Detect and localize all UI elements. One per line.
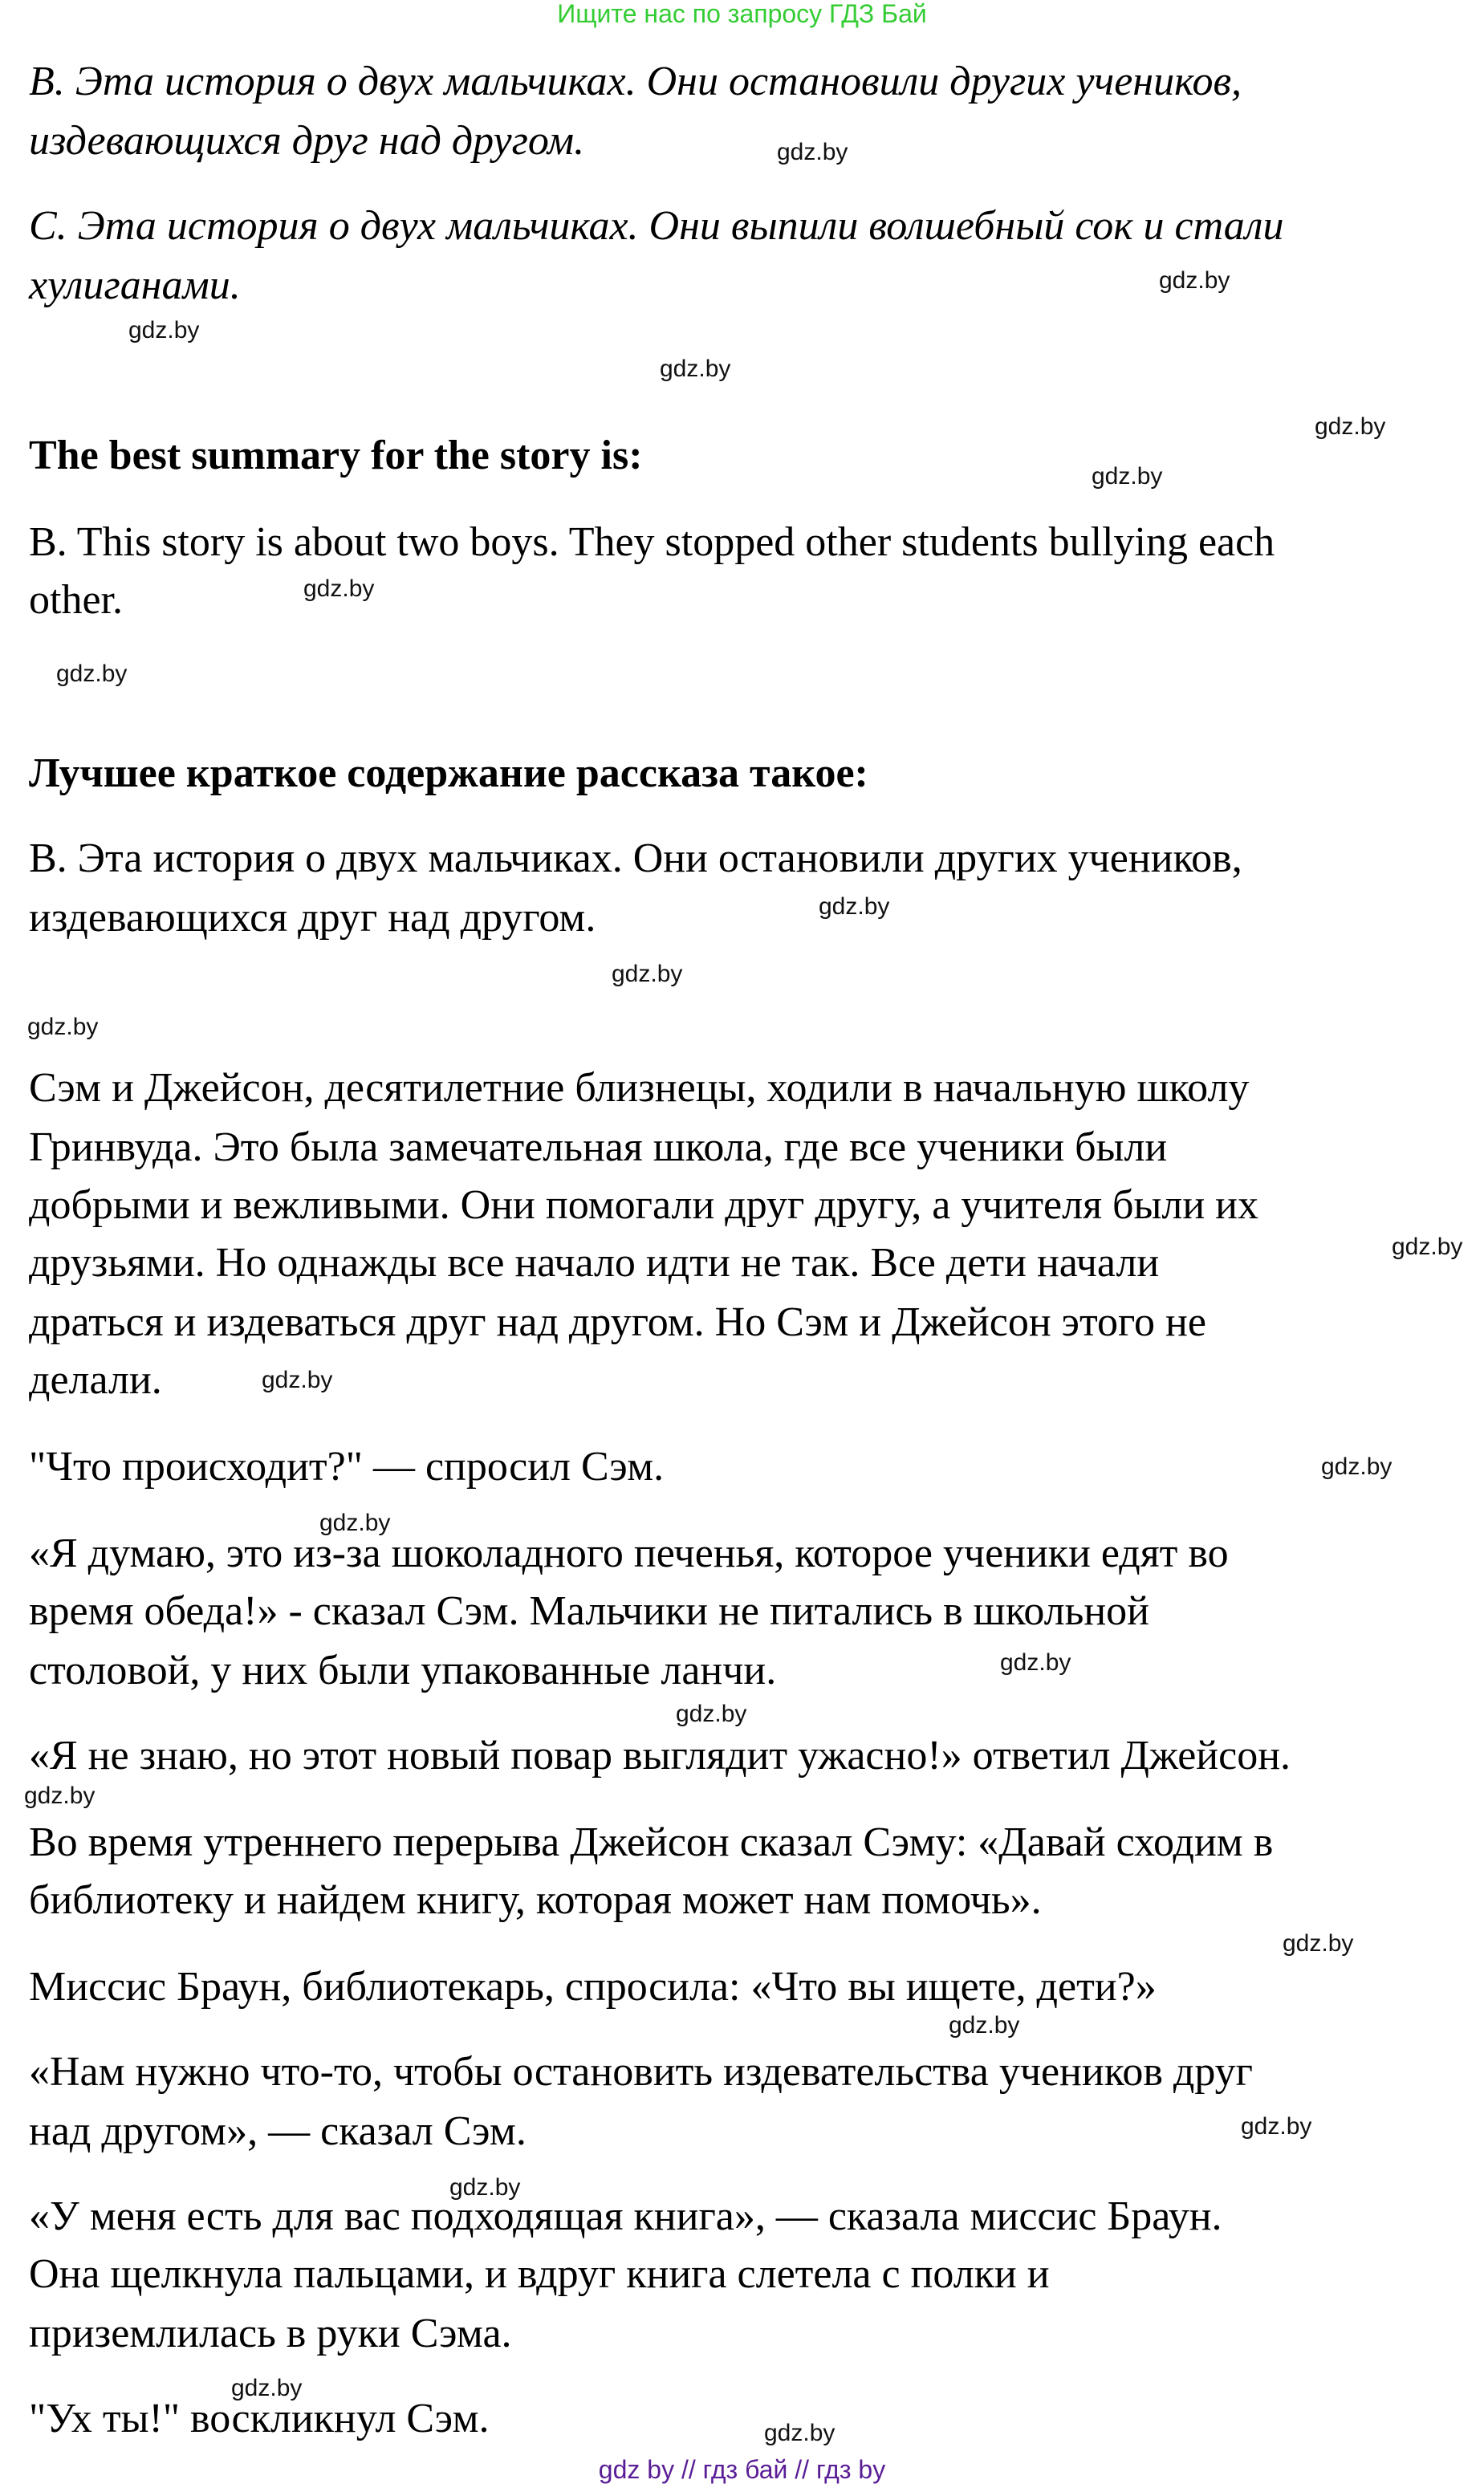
watermark-text: gdz.by — [1159, 267, 1230, 294]
paragraph-line: С. Эта история о двух мальчиках. Они выпили волшебный сок и стали — [29, 203, 1284, 249]
watermark-text: gdz.by — [819, 893, 890, 920]
footer-links[interactable]: gdz by // гдз бай // гдз by — [598, 2455, 886, 2484]
watermark-text: gdz.by — [27, 1014, 99, 1040]
watermark-text: gdz.by — [449, 2174, 521, 2201]
paragraph-line: «У меня есть для вас подходящая книга», — сказала миссис Браун. — [29, 2193, 1222, 2239]
paragraph-line: "Что происходит?" — спросил Сэм. — [29, 1444, 665, 1490]
watermark-text: gdz.by — [660, 356, 731, 382]
watermark-text: gdz.by — [128, 317, 200, 344]
paragraph-line: Гринвуда. Это была замечательная школа, где все ученики были — [29, 1124, 1168, 1170]
paragraph-line: столовой, у них были упакованные ланчи. — [29, 1648, 777, 1693]
paragraph-line: над другом», — сказал Сэм. — [29, 2108, 527, 2154]
paragraph-line: В. Эта история о двух мальчиках. Они остановили других учеников, — [29, 59, 1242, 104]
section-heading: The best summary for the story is: — [29, 433, 643, 478]
paragraph-line: хулиганами. — [29, 262, 241, 308]
watermark-text: gdz.by — [1241, 2113, 1312, 2140]
paragraph-line: друзьями. Но однажды все начало идти не так. Все дети начали — [29, 1240, 1160, 1286]
paragraph-line: приземлилась в руки Сэма. — [29, 2311, 512, 2356]
paragraph-line: время обеда!» - сказал Сэм. Мальчики не питались в школьной — [29, 1588, 1149, 1634]
watermark-text: gdz.by — [24, 1783, 96, 1809]
paragraph-line: делали. — [29, 1357, 162, 1403]
paragraph-line: "Ух ты!" воскликнул Сэм. — [29, 2396, 490, 2441]
paragraph-line: «Нам нужно что-то, чтобы остановить издевательства учеников друг — [29, 2049, 1253, 2095]
watermark-text: gdz.by — [262, 1367, 333, 1393]
paragraph-line: Она щелкнула пальцами, и вдруг книга слетела с полки и — [29, 2251, 1050, 2297]
paragraph-line: «Я думаю, это из-за шоколадного печенья, которое ученики едят во — [29, 1531, 1229, 1576]
watermark-text: gdz.by — [1283, 1930, 1354, 1957]
watermark-text: gdz.by — [1315, 413, 1386, 440]
paragraph-line: издевающихся друг над другом. — [29, 895, 596, 941]
watermark-text: gdz.by — [56, 661, 128, 687]
watermark-text: gdz.by — [612, 961, 683, 987]
watermark-text: gdz.by — [1321, 1453, 1393, 1480]
watermark-text: gdz.by — [319, 1510, 391, 1536]
paragraph-line: other. — [29, 577, 123, 623]
paragraph-line: библиотеку и найдем книгу, которая может нам помочь». — [29, 1877, 1042, 1923]
watermark-text: gdz.by — [303, 575, 375, 602]
watermark-text: gdz.by — [231, 2375, 303, 2401]
paragraph-line: драться и издеваться друг над другом. Но Сэм и Джейсон этого не — [29, 1299, 1206, 1345]
paragraph-line: Сэм и Джейсон, десятилетние близнецы, ходили в начальную школу — [29, 1065, 1250, 1111]
watermark-text: gdz.by — [1092, 463, 1163, 490]
paragraph-line: издевающихся друг над другом. — [29, 118, 585, 164]
paragraph-line: В. Эта история о двух мальчиках. Они остановили других учеников, — [29, 835, 1242, 881]
watermark-text: gdz.by — [1000, 1649, 1071, 1676]
paragraph-line: Миссис Браун, библиотекарь, спросила: «Что вы ищете, дети?» — [29, 1964, 1157, 2010]
paragraph-line: B. This story is about two boys. They stopped other students bullying each — [29, 519, 1275, 565]
paragraph-line: добрыми и вежливыми. Они помогали друг другу, а учителя были их — [29, 1182, 1258, 1228]
section-heading: Лучшее краткое содержание рассказа такое: — [29, 750, 868, 796]
watermark-text: gdz.by — [676, 1701, 747, 1727]
watermark-text: gdz.by — [949, 2012, 1020, 2039]
watermark-text: gdz.by — [764, 2420, 836, 2446]
watermark-text: gdz.by — [1392, 1234, 1463, 1260]
paragraph-line: «Я не знаю, но этот новый повар выглядит ужасно!» ответил Джейсон. — [29, 1733, 1291, 1779]
header-banner: Ищите нас по запросу ГДЗ Бай — [557, 0, 927, 28]
watermark-text: gdz.by — [777, 139, 848, 165]
paragraph-line: Во время утреннего перерыва Джейсон сказал Сэму: «Давай сходим в — [29, 1819, 1274, 1865]
